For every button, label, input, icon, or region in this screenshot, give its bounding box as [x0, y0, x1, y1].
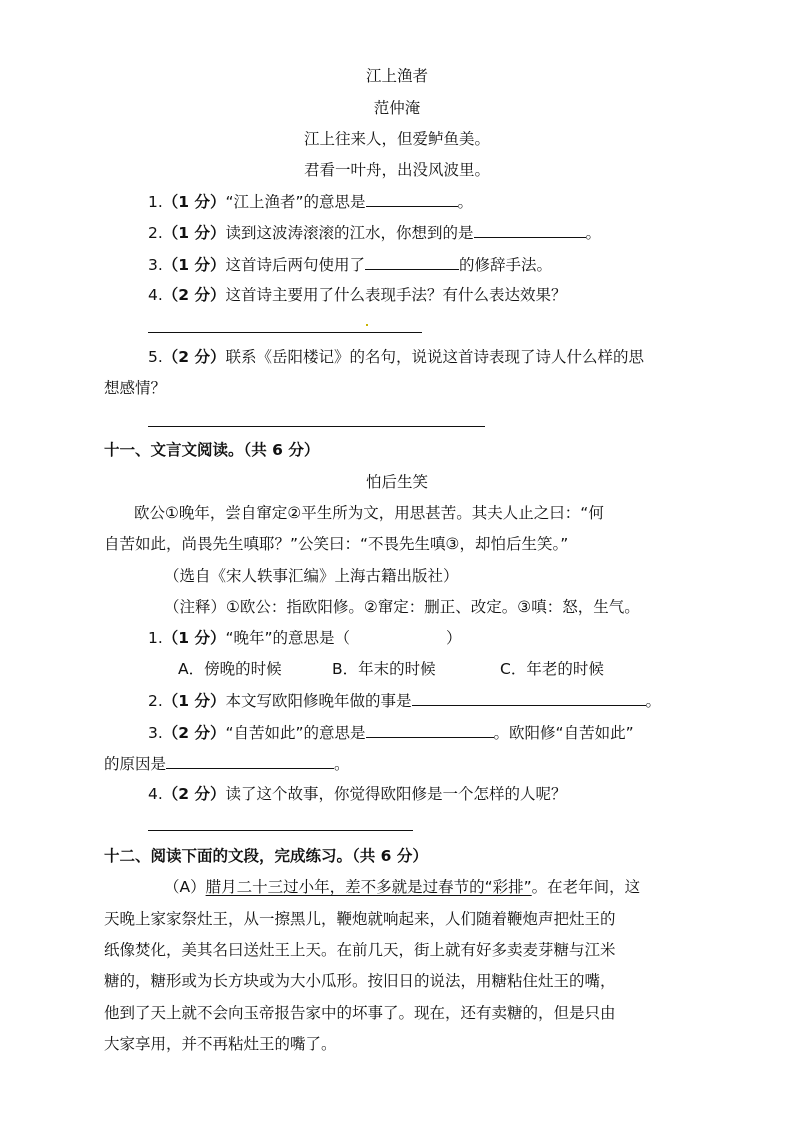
question-number: 3.: [148, 256, 163, 274]
question-number: 3.: [148, 724, 163, 742]
question-text: “晚年”的意思是（: [225, 629, 351, 647]
section-11-question-3: 3.（2 分）“自苦如此”的意思是 。欧阳修“自苦如此”: [148, 724, 634, 742]
question-number: 4.: [148, 785, 163, 803]
poem-question-5: [148, 347, 644, 367]
stray-mark: [366, 324, 368, 326]
answer-blank[interactable]: [366, 722, 494, 738]
question-score: （1 分）: [162, 224, 226, 242]
poem-line-1: 江上往来人，但爱鲈鱼美。: [303, 130, 490, 148]
answer-blank[interactable]: [366, 191, 458, 207]
excerpt-line-6: 大家享用，并不再粘灶王的嘴了。: [104, 1035, 337, 1053]
question-score: （2 分）: [162, 785, 226, 803]
question-number: 5.: [148, 348, 163, 366]
poem-question-3: 3.（1 分）这首诗后两句使用了 的修辞手法。: [148, 256, 553, 274]
poem-author: 范仲淹: [373, 99, 421, 117]
question-text: “自苦如此”的意思是: [225, 724, 366, 742]
question-text: 本文写欧阳修晚年做的事是: [225, 692, 412, 710]
answer-blank[interactable]: [166, 753, 334, 769]
option-a[interactable]: A．傍晚的时候: [178, 660, 282, 678]
excerpt-line-1: （A）腊月二十三过小年，差不多就是过春节的“彩排”。在老年间，这: [164, 878, 641, 896]
passage-notes: （注释）①欧公：指欧阳修。②窜定：删正、改定。③嗔：怒，生气。: [164, 598, 640, 616]
question-text: “江上渔者”的意思是: [225, 193, 366, 211]
excerpt-line-3: 纸像焚化，美其名曰送灶王上天。在前几天，街上就有好多卖麦芽糖与江米: [104, 941, 616, 959]
option-b[interactable]: B．年末的时候: [332, 660, 436, 678]
passage-source: （选自《宋人轶事汇编》上海古籍出版社）: [164, 567, 459, 585]
section-11-heading: 十一、文言文阅读。（共 6 分）: [104, 441, 320, 459]
question-number: 2.: [148, 692, 163, 710]
section-11-question-4: [148, 784, 567, 804]
answer-line[interactable]: [148, 332, 422, 333]
poem-question-2: 2.（1 分）读到这波涛滚滚的江水，你想到的是 。: [148, 224, 602, 242]
section-11-question-1: 1.（1 分）“晚年”的意思是（ ）: [148, 629, 462, 647]
passage-line-1: 欧公①晚年，尝自窜定②平生所为文，用思甚苦。其夫人止之曰：“何: [134, 504, 604, 522]
poem-line-2: 君看一叶舟，出没风波里。: [303, 161, 490, 179]
question-score: （1 分）: [162, 629, 226, 647]
answer-blank[interactable]: [365, 254, 459, 270]
answer-blank[interactable]: [412, 690, 646, 706]
question-score: （1 分）: [162, 692, 226, 710]
passage-line-2: 自苦如此，尚畏先生嗔耶？”公笑曰：“不畏先生嗔③，却怕后生笑。”: [104, 535, 569, 553]
question-number: 1.: [148, 629, 163, 647]
underlined-sentence: 腊月二十三过小年，差不多就是过春节的“彩排”: [205, 878, 532, 896]
section-12-heading: 十二、阅读下面的文段，完成练习。（共 6 分）: [104, 847, 428, 865]
poem-question-5-cont: 想感情？: [104, 379, 167, 397]
question-score: （2 分）: [162, 286, 226, 304]
answer-line[interactable]: [148, 830, 413, 831]
option-c[interactable]: C．年老的时候: [500, 660, 604, 678]
question-number: 2.: [148, 224, 163, 242]
question-score: （2 分）: [162, 724, 226, 742]
question-number: 4.: [148, 286, 163, 304]
section-11-question-2: 2.（1 分）本文写欧阳修晚年做的事是 。: [148, 692, 662, 710]
question-text: 这首诗后两句使用了: [225, 256, 365, 274]
question-score: （1 分）: [162, 256, 226, 274]
question-number: 1.: [148, 193, 163, 211]
poem-title: 江上渔者: [365, 67, 428, 85]
passage-title: 怕后生笑: [365, 473, 428, 491]
answer-blank[interactable]: [474, 222, 586, 238]
question-text: 这首诗主要用了什么表现手法？有什么表达效果？: [225, 286, 567, 304]
excerpt-line-5: 他到了天上就不会向玉帝报告家中的坏事了。现在，还有卖糖的，但是只由: [104, 1004, 616, 1022]
answer-line[interactable]: [148, 426, 485, 427]
excerpt-line-4: 糖的，糖形或为长方块或为大小瓜形。按旧日的说法，用糖粘住灶王的嘴，: [104, 972, 616, 990]
question-text: 联系《岳阳楼记》的名句，说说这首诗表现了诗人什么样的思: [225, 348, 644, 366]
question-text: 读了这个故事，你觉得欧阳修是一个怎样的人呢？: [225, 785, 567, 803]
section-11-question-3-cont: 的原因是 。: [104, 755, 350, 773]
excerpt-line-2: 天晚上家家祭灶王，从一擦黑儿，鞭炮就响起来，人们随着鞭炮声把灶王的: [104, 910, 616, 928]
question-text: 读到这波涛滚滚的江水，你想到的是: [225, 224, 474, 242]
question-score: （2 分）: [162, 348, 226, 366]
poem-question-1: 1.（1 分）“江上渔者”的意思是 。: [148, 193, 474, 211]
excerpt-label: （A）: [164, 878, 206, 896]
question-score: （1 分）: [162, 193, 226, 211]
poem-question-4: [148, 285, 567, 305]
